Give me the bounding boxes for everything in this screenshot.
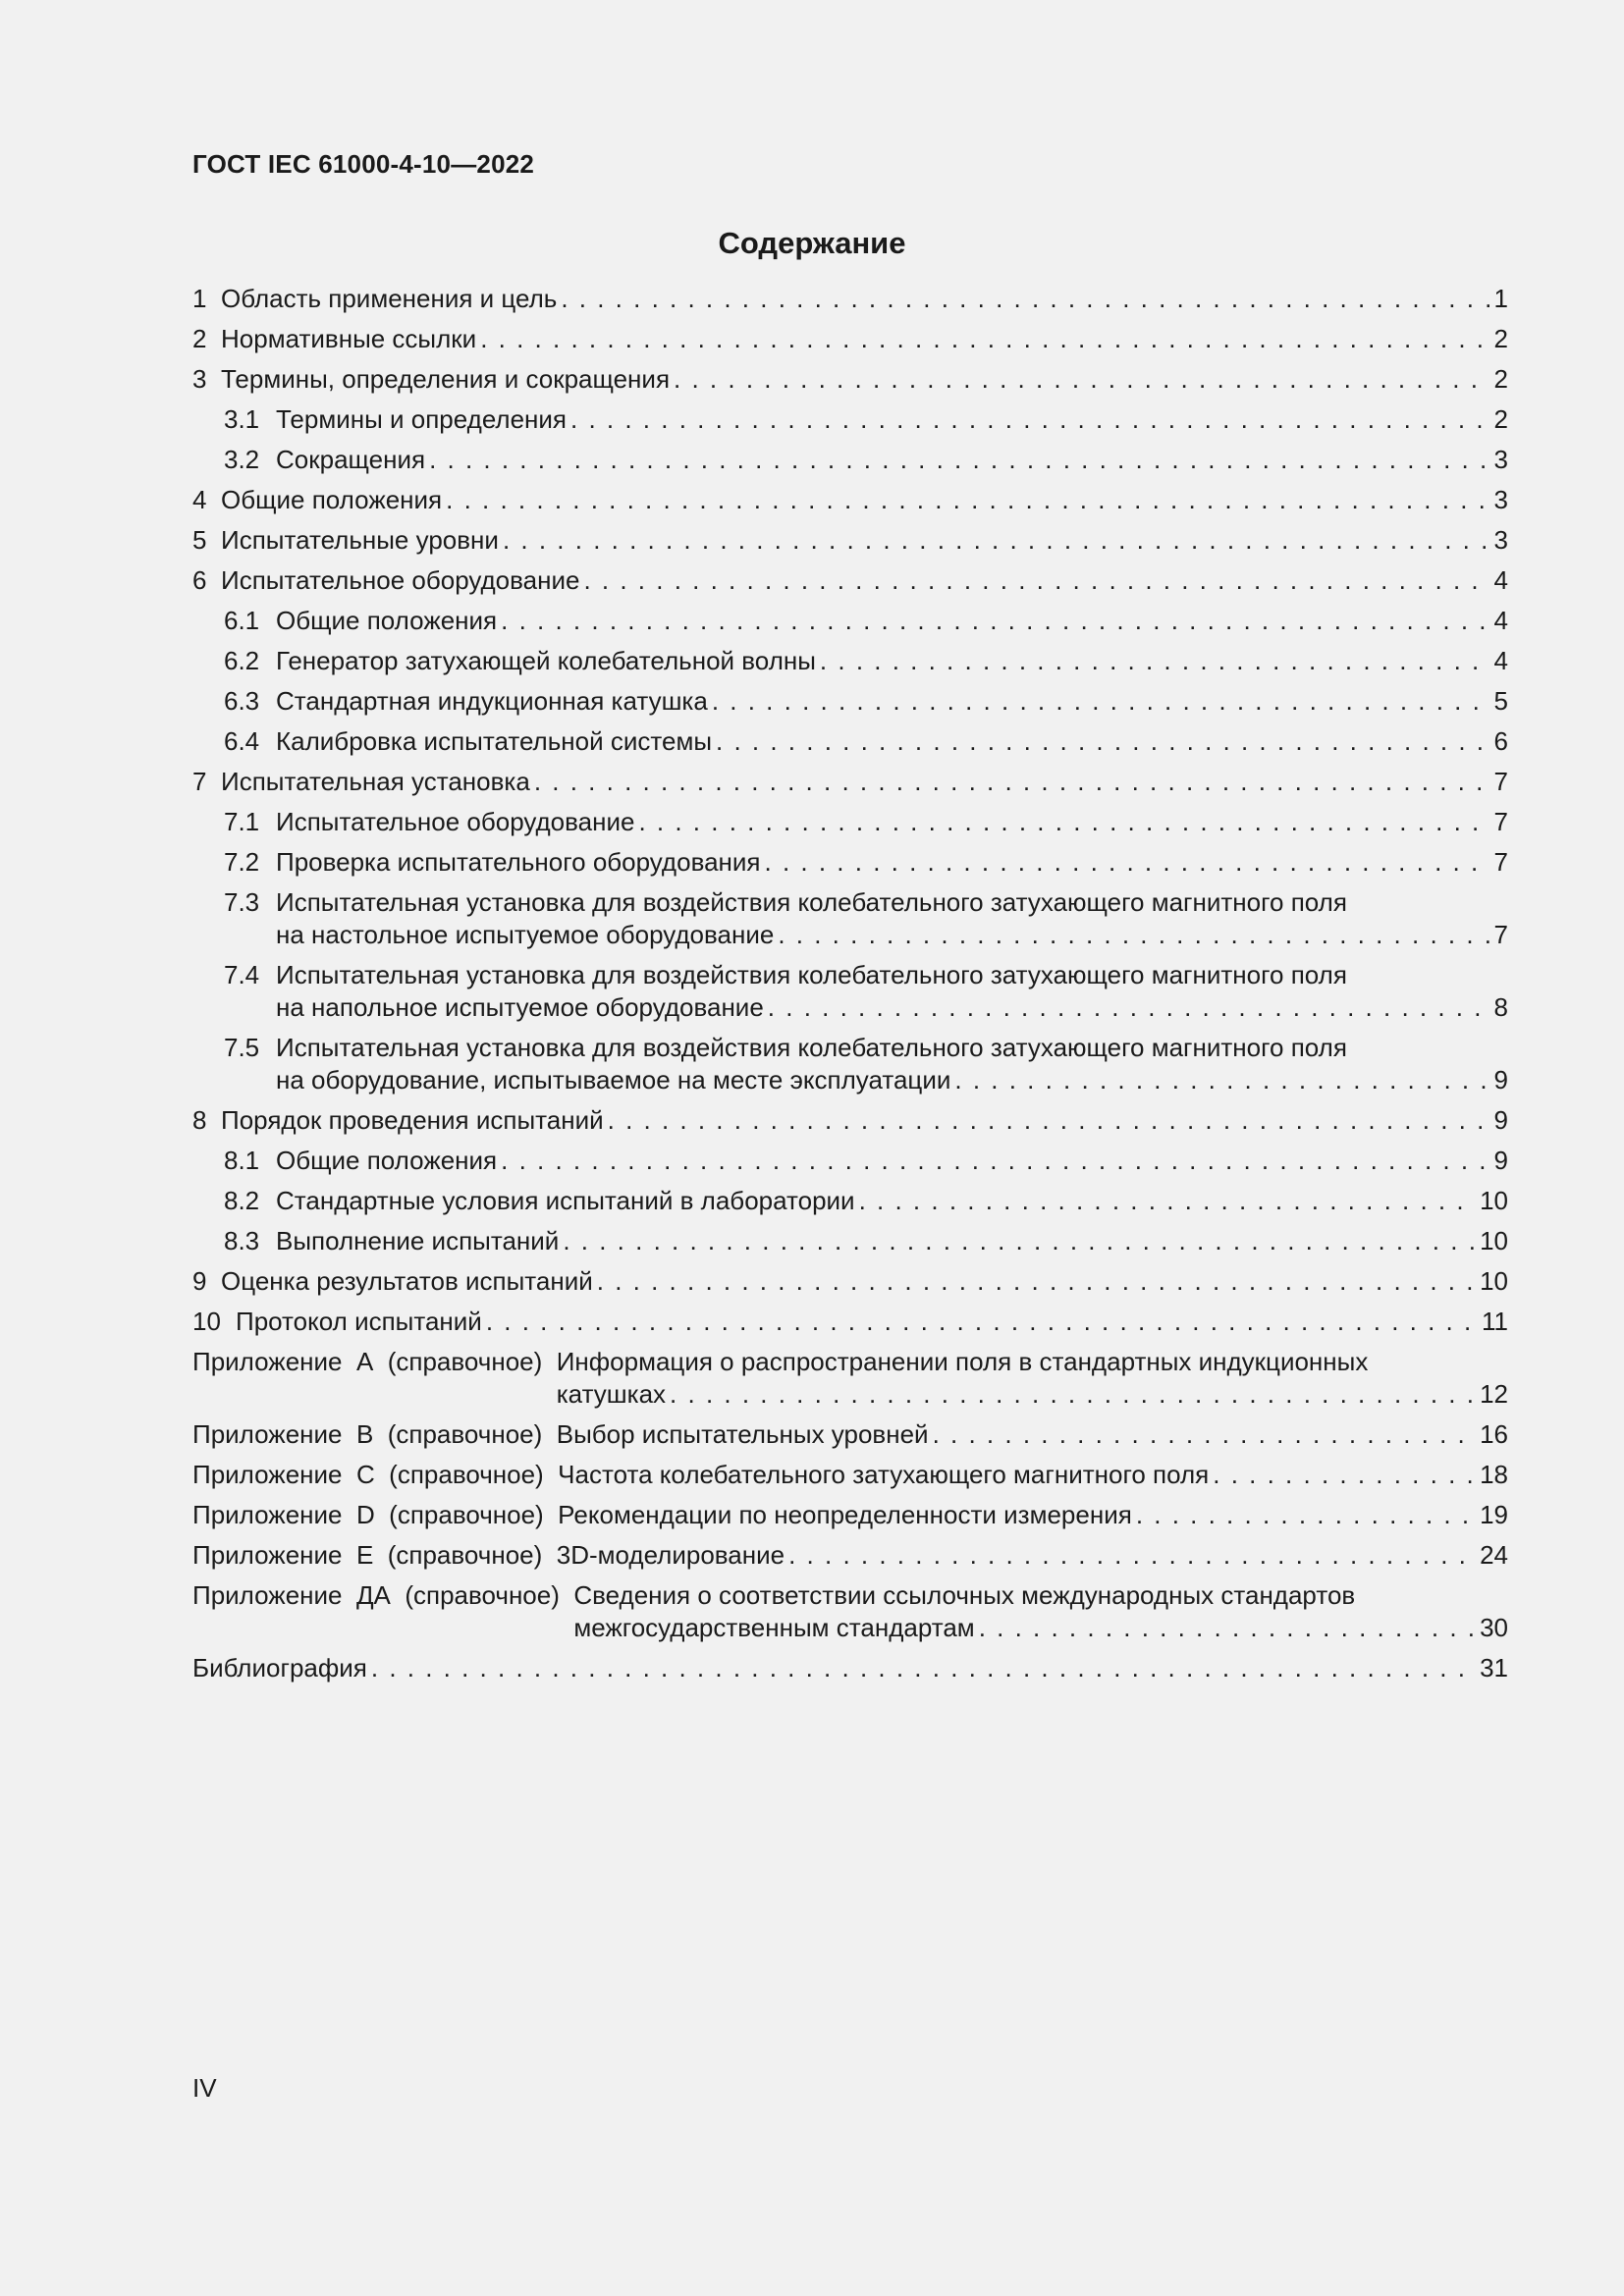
page-number-ref: 7 (1493, 847, 1508, 877)
page-number-ref: 7 (1493, 767, 1508, 796)
dot-leader (778, 919, 1489, 951)
appendix-entry[interactable] (192, 1499, 1508, 1531)
appendix-title-continued: межгосударственным стандартам (573, 1613, 975, 1642)
page-number-ref: 2 (1493, 364, 1508, 394)
toc-entry-line (192, 1378, 1508, 1411)
section-title: Стандартные условия испытаний в лаборатории (276, 1186, 855, 1215)
dot-leader (608, 1104, 1490, 1137)
dot-leader (670, 1378, 1476, 1411)
section-title: Общие положения (221, 485, 443, 514)
page-number-ref: 19 (1480, 1500, 1508, 1529)
toc-entry-line (224, 725, 1508, 758)
appendix-title: Рекомендации по неопределенности измерения (558, 1500, 1132, 1529)
toc-entry-line (224, 959, 1508, 991)
appendix-title: Сведения о соответствии ссылочных международных стандартов (573, 1580, 1356, 1610)
appendix-entry[interactable] (192, 1459, 1508, 1491)
section-number: 10 (192, 1307, 221, 1336)
section-title: Испытательная установка для воздействия колебательного затухающего магнитного поля (276, 960, 1347, 989)
toc-entry[interactable] (192, 725, 1508, 758)
toc-entry[interactable] (192, 1265, 1508, 1298)
dot-leader (501, 1145, 1489, 1177)
toc-entry[interactable] (192, 323, 1508, 355)
section-number: 2 (192, 324, 207, 353)
dot-leader (1213, 1459, 1476, 1491)
page-number-ref: 10 (1480, 1226, 1508, 1255)
toc-entry-line (224, 685, 1508, 718)
dot-leader (638, 806, 1489, 838)
toc-entry[interactable] (192, 1032, 1508, 1096)
section-title: Оценка результатов испытаний (221, 1266, 593, 1296)
dot-leader (446, 484, 1489, 516)
toc-entry-line (224, 1185, 1508, 1217)
section-number: 7.5 (224, 1033, 260, 1062)
toc-entry[interactable] (192, 363, 1508, 396)
section-title: Выполнение испытаний (276, 1226, 560, 1255)
section-title: Нормативные ссылки (221, 324, 477, 353)
page-number-ref: 30 (1480, 1613, 1508, 1642)
section-title: Область применения и цель (221, 284, 558, 313)
appendix-prefix: Приложение А (справочное) (192, 1347, 557, 1376)
toc-entry-line (224, 444, 1508, 476)
toc-entry[interactable] (192, 1185, 1508, 1217)
toc-entry-line (192, 283, 1508, 315)
section-title: Стандартная индукционная катушка (276, 686, 708, 716)
toc-entry[interactable] (192, 283, 1508, 315)
toc-entry-line (192, 1612, 1508, 1644)
section-number: 6.2 (224, 646, 260, 675)
toc-entry-line (192, 1539, 1508, 1572)
toc-entry-line (192, 1306, 1508, 1338)
section-title: Общие положения (276, 606, 498, 635)
section-number: 8.2 (224, 1186, 260, 1215)
section-title: Калибровка испытательной системы (276, 726, 713, 756)
toc-entry-line (192, 484, 1508, 516)
section-number: 7.1 (224, 807, 260, 836)
section-number: 6.4 (224, 726, 260, 756)
section-number: 8.1 (224, 1146, 260, 1175)
appendix-title-continued: катушках (556, 1379, 667, 1409)
page-number-ref: 9 (1493, 1065, 1508, 1095)
section-title: Испытательные уровни (221, 525, 499, 555)
dot-leader (534, 766, 1490, 798)
section-title: Термины, определения и сокращения (221, 364, 671, 394)
appendix-prefix: Приложение D (справочное) (192, 1500, 559, 1529)
dot-leader (716, 725, 1490, 758)
toc-entry-line (192, 564, 1508, 597)
toc-entry-line (224, 846, 1508, 879)
section-number: 4 (192, 485, 207, 514)
section-number: 9 (192, 1266, 207, 1296)
toc-entry-line (192, 1418, 1508, 1451)
page-number-ref: 4 (1493, 646, 1508, 675)
table-of-contents (192, 283, 1508, 1692)
toc-entry-line (192, 1104, 1508, 1137)
dot-leader (933, 1418, 1477, 1451)
dot-leader (563, 1225, 1476, 1257)
toc-entry-line (224, 645, 1508, 677)
page-number-ref: 10 (1480, 1266, 1508, 1296)
dot-leader (674, 363, 1490, 396)
page-number-ref: 2 (1493, 404, 1508, 434)
section-title: Термины и определения (276, 404, 568, 434)
page-number-ref: 4 (1493, 606, 1508, 635)
toc-entry-line (192, 1346, 1508, 1378)
appendix-entry[interactable] (192, 1346, 1508, 1411)
section-title: Генератор затухающей колебательной волны (276, 646, 816, 675)
section-number: 8 (192, 1105, 207, 1135)
toc-entry-line (192, 524, 1508, 557)
page-number-ref: 6 (1493, 726, 1508, 756)
page-number-ref: 9 (1493, 1105, 1508, 1135)
page-number-ref: 3 (1493, 525, 1508, 555)
page-number-ref: 10 (1480, 1186, 1508, 1215)
toc-entry-line (192, 1459, 1508, 1491)
section-title: Испытательная установка (221, 767, 530, 796)
toc-entry[interactable] (192, 766, 1508, 798)
toc-entry[interactable] (192, 645, 1508, 677)
page-number-ref: 7 (1493, 920, 1508, 949)
section-number: 6.1 (224, 606, 260, 635)
section-number: 7.3 (224, 887, 260, 917)
section-title-continued: на настольное испытуемое оборудование (276, 920, 775, 949)
toc-entry-line (192, 766, 1508, 798)
dot-leader (570, 403, 1490, 436)
section-title: Испытательная установка для воздействия колебательного затухающего магнитного поля (276, 887, 1347, 917)
dot-leader (954, 1064, 1489, 1096)
page-title: Содержание (718, 226, 906, 260)
toc-entry[interactable] (192, 444, 1508, 476)
appendix-prefix: Приложение ДА (справочное) (192, 1580, 574, 1610)
section-title: Испытательное оборудование (276, 807, 635, 836)
dot-leader (503, 524, 1490, 557)
dot-leader (501, 605, 1489, 637)
section-number: 7 (192, 767, 207, 796)
page-number-ref: 24 (1480, 1540, 1508, 1570)
page-number-ref: 2 (1493, 324, 1508, 353)
toc-entry-line (192, 363, 1508, 396)
page-number-ref: 11 (1482, 1307, 1508, 1336)
toc-entry-line (224, 1225, 1508, 1257)
page-number-ref: 18 (1480, 1460, 1508, 1489)
toc-entry-line (192, 323, 1508, 355)
section-number: 3.2 (224, 445, 260, 474)
toc-entry[interactable] (192, 846, 1508, 879)
page-number-ref: 9 (1493, 1146, 1508, 1175)
page-number-ref: 3 (1493, 485, 1508, 514)
appendix-title: Частота колебательного затухающего магнитного поля (558, 1460, 1210, 1489)
toc-entry-line (224, 1064, 1508, 1096)
appendix-entry[interactable] (192, 1539, 1508, 1572)
dot-leader (820, 645, 1490, 677)
toc-entry-line (192, 1579, 1508, 1612)
toc-entry[interactable] (192, 806, 1508, 838)
page-number-ref: 12 (1480, 1379, 1508, 1409)
dot-leader (1136, 1499, 1476, 1531)
dot-leader (788, 1539, 1476, 1572)
section-number: 6.3 (224, 686, 260, 716)
bibliography-entry[interactable] (192, 1652, 1508, 1684)
toc-entry[interactable] (192, 605, 1508, 637)
section-title: Испытательное оборудование (221, 565, 580, 595)
section-number: 1 (192, 284, 207, 313)
section-number: 6 (192, 565, 207, 595)
toc-entry[interactable] (192, 886, 1508, 951)
toc-entry[interactable] (192, 1104, 1508, 1137)
section-number: 7.4 (224, 960, 260, 989)
section-title: Сокращения (276, 445, 426, 474)
appendix-entry[interactable] (192, 1579, 1508, 1644)
section-number: 3.1 (224, 404, 260, 434)
document-header: ГОСТ IEC 61000-4-10—2022 (192, 149, 535, 179)
toc-entry-line (192, 1652, 1508, 1684)
appendix-prefix: Приложение В (справочное) (192, 1419, 557, 1449)
dot-leader (429, 444, 1489, 476)
page-number-ref: 5 (1493, 686, 1508, 716)
section-title: Испытательная установка для воздействия колебательного затухающего магнитного поля (276, 1033, 1347, 1062)
appendix-entry[interactable] (192, 1418, 1508, 1451)
dot-leader (561, 283, 1489, 315)
page-number: IV (192, 2073, 217, 2103)
dot-leader (768, 991, 1490, 1024)
toc-entry[interactable] (192, 1145, 1508, 1177)
toc-entry[interactable] (192, 1306, 1508, 1338)
page-number-ref: 1 (1493, 284, 1508, 313)
section-title: Общие положения (276, 1146, 498, 1175)
toc-entry-line (224, 403, 1508, 436)
section-title: Проверка испытательного оборудования (276, 847, 761, 877)
toc-entry[interactable] (192, 484, 1508, 516)
dot-leader (480, 323, 1489, 355)
toc-entry[interactable] (192, 524, 1508, 557)
toc-entry-line (224, 919, 1508, 951)
page-number-ref: 7 (1493, 807, 1508, 836)
appendix-title: 3D-моделирование (556, 1540, 785, 1570)
section-title: Порядок проведения испытаний (221, 1105, 604, 1135)
section-title-continued: на напольное испытуемое оборудование (276, 992, 764, 1022)
toc-entry-line (192, 1265, 1508, 1298)
appendix-prefix: Приложение С (справочное) (192, 1460, 559, 1489)
section-number: 8.3 (224, 1226, 260, 1255)
dot-leader (597, 1265, 1476, 1298)
section-title: Протокол испытаний (236, 1307, 482, 1336)
dot-leader (486, 1306, 1478, 1338)
section-title-continued: на оборудование, испытываемое на месте эксплуатации (276, 1065, 951, 1095)
toc-entry-line (224, 991, 1508, 1024)
dot-leader (712, 685, 1490, 718)
appendix-title: Выбор испытательных уровней (556, 1419, 929, 1449)
page-number-ref: 3 (1493, 445, 1508, 474)
toc-entry[interactable] (192, 959, 1508, 1024)
section-number: 5 (192, 525, 207, 555)
toc-entry-line (224, 1032, 1508, 1064)
appendix-title: Информация о распространении поля в стандартных индукционных (556, 1347, 1369, 1376)
toc-entry[interactable] (192, 564, 1508, 597)
bibliography-title: Библиография (192, 1653, 367, 1682)
toc-entry-line (224, 1145, 1508, 1177)
dot-leader (765, 846, 1490, 879)
dot-leader (859, 1185, 1476, 1217)
section-number: 3 (192, 364, 207, 394)
appendix-prefix: Приложение Е (справочное) (192, 1540, 557, 1570)
toc-entry-line (224, 886, 1508, 919)
dot-leader (583, 564, 1489, 597)
toc-entry[interactable] (192, 685, 1508, 718)
dot-leader (979, 1612, 1476, 1644)
toc-entry-line (224, 605, 1508, 637)
page-number-ref: 31 (1480, 1653, 1508, 1682)
toc-entry-line (224, 806, 1508, 838)
toc-entry[interactable] (192, 403, 1508, 436)
section-number: 7.2 (224, 847, 260, 877)
page-number-ref: 8 (1493, 992, 1508, 1022)
toc-entry-line (192, 1499, 1508, 1531)
page-number-ref: 4 (1493, 565, 1508, 595)
page-number-ref: 16 (1480, 1419, 1508, 1449)
toc-entry[interactable] (192, 1225, 1508, 1257)
dot-leader (371, 1652, 1476, 1684)
